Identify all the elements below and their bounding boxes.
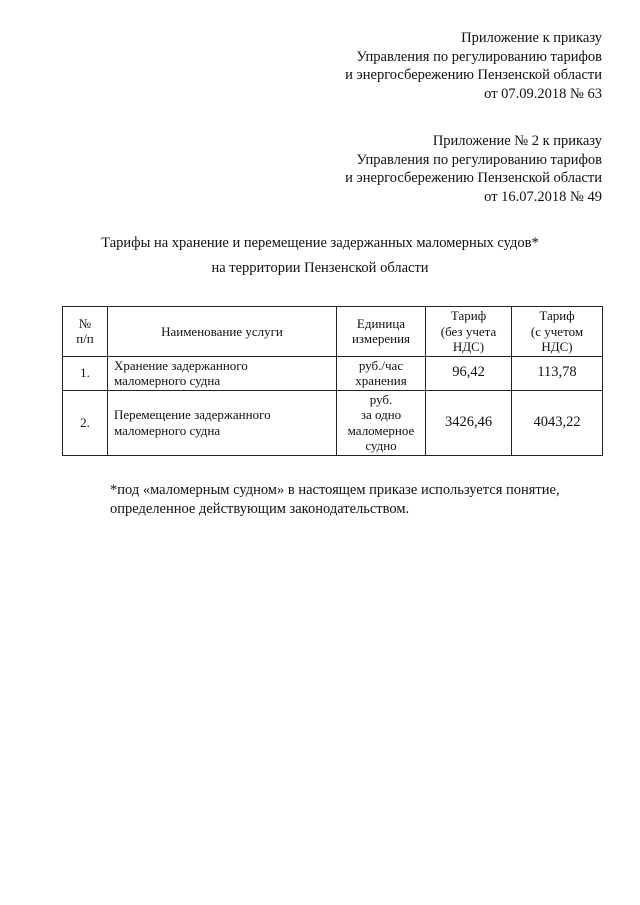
table-row [63,356,603,390]
header-service-name: Наименование услуги [108,307,337,357]
service-name: Перемещение задержанного маломерного судна [108,390,337,455]
header-tariff-with-vat: Тариф (с учетом НДС) [512,307,603,357]
document-title: Тарифы на хранение и перемещение задержанных маломерных судов* [101,235,539,251]
footnote [110,481,602,519]
appendix-title: Приложение к приказу [461,30,602,46]
footnote-line: *под «маломерным судном» в настоящем приказе используется понятие, [110,482,560,498]
appendix-authority: Управления по регулированию тарифов [356,151,602,168]
unit-of-measure: руб./час хранения [337,356,426,390]
appendix-header-original [345,132,602,206]
service-name: Хранение задержанного маломерного судна [108,356,337,390]
tariff-with-vat: 4043,22 [512,390,603,455]
row-number: 2. [63,390,108,455]
header-unit: Единица измерения [337,307,426,357]
table-row [63,390,603,455]
appendix-header-current [345,29,602,103]
appendix-authority: Управления по регулированию тарифов [356,48,602,65]
tariffs-table [62,306,603,456]
document-subtitle: на территории Пензенской области [211,260,429,276]
tariff-with-vat: 113,78 [512,356,603,390]
footnote-line: определенное действующим законодательством. [110,501,410,517]
appendix-date-number: от 16.07.2018 № 49 [484,188,602,205]
row-number: 1. [63,356,108,390]
table-header-row [63,307,603,357]
appendix-authority-cont: и энергосбережению Пензенской области [345,170,602,186]
appendix-date-number: от 07.09.2018 № 63 [484,85,602,102]
header-number: № п/п [63,307,108,357]
unit-of-measure: руб. за одно маломерное судно [337,390,426,455]
appendix-title: Приложение № 2 к приказу [432,133,602,149]
tariff-without-vat: 3426,46 [426,390,512,455]
tariff-without-vat: 96,42 [426,356,512,390]
appendix-authority-cont: и энергосбережению Пензенской области [345,67,602,83]
header-tariff-without-vat: Тариф (без учета НДС) [426,307,512,357]
